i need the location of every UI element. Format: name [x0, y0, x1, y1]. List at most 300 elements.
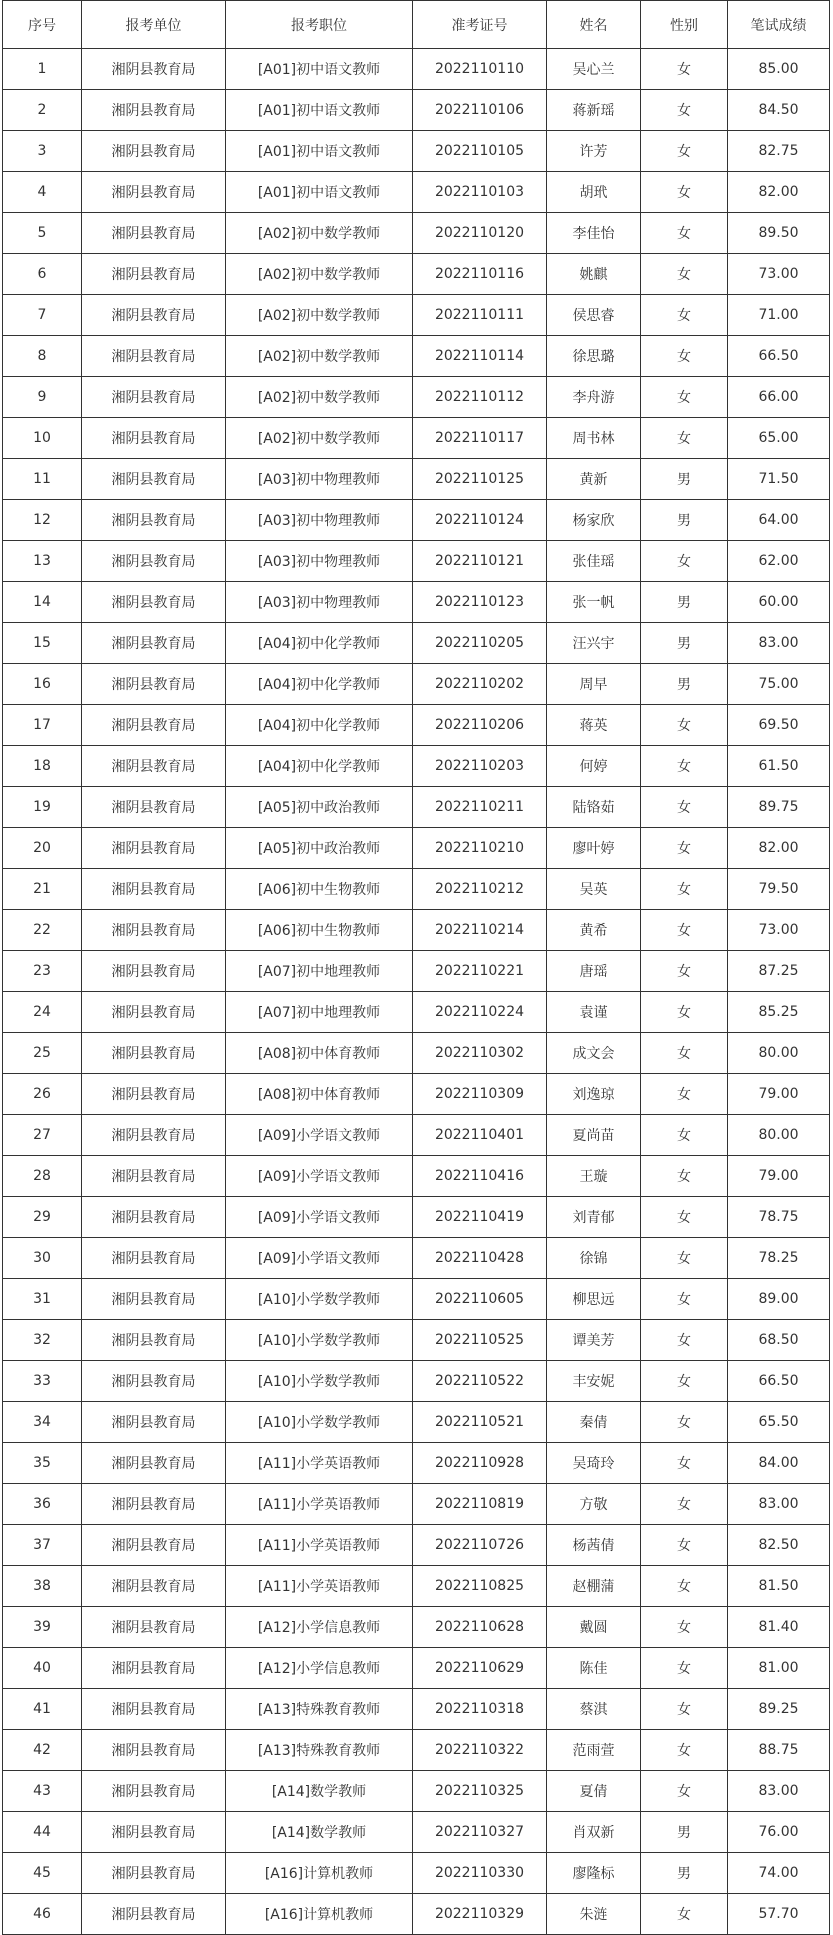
table-row: [3, 1689, 830, 1730]
cell-unit: 湘阴县教育局: [82, 541, 226, 582]
cell-ticket-number: 2022110210: [413, 828, 547, 869]
cell-ticket-number: 2022110212: [413, 869, 547, 910]
cell-ticket-number: 2022110318: [413, 1689, 547, 1730]
cell-name: 徐锦: [547, 1238, 641, 1279]
cell-index: 41: [3, 1689, 82, 1730]
cell-position: [A02]初中数学教师: [226, 418, 413, 459]
cell-gender: 女: [641, 172, 728, 213]
cell-ticket-number: 2022110322: [413, 1730, 547, 1771]
cell-score: 71.50: [728, 459, 830, 500]
table-row: [3, 1607, 830, 1648]
cell-index: 12: [3, 500, 82, 541]
cell-ticket-number: 2022110112: [413, 377, 547, 418]
table-row: [3, 746, 830, 787]
cell-unit: 湘阴县教育局: [82, 1197, 226, 1238]
cell-gender: 女: [641, 1443, 728, 1484]
cell-index: 24: [3, 992, 82, 1033]
cell-ticket-number: 2022110521: [413, 1402, 547, 1443]
cell-name: 何婷: [547, 746, 641, 787]
table-row: [3, 1033, 830, 1074]
cell-ticket-number: 2022110628: [413, 1607, 547, 1648]
cell-index: 13: [3, 541, 82, 582]
cell-name: 柳思远: [547, 1279, 641, 1320]
cell-index: 4: [3, 172, 82, 213]
cell-score: 66.50: [728, 1361, 830, 1402]
cell-gender: 女: [641, 1033, 728, 1074]
cell-ticket-number: 2022110329: [413, 1894, 547, 1935]
cell-unit: 湘阴县教育局: [82, 1484, 226, 1525]
cell-position: [A07]初中地理教师: [226, 992, 413, 1033]
cell-name: 吴琦玲: [547, 1443, 641, 1484]
cell-ticket-number: 2022110819: [413, 1484, 547, 1525]
cell-index: 37: [3, 1525, 82, 1566]
cell-ticket-number: 2022110401: [413, 1115, 547, 1156]
cell-position: [A02]初中数学教师: [226, 336, 413, 377]
cell-score: 83.00: [728, 1771, 830, 1812]
cell-unit: 湘阴县教育局: [82, 1033, 226, 1074]
cell-position: [A08]初中体育教师: [226, 1074, 413, 1115]
cell-unit: 湘阴县教育局: [82, 1689, 226, 1730]
cell-index: 36: [3, 1484, 82, 1525]
cell-gender: 女: [641, 1484, 728, 1525]
cell-unit: 湘阴县教育局: [82, 1607, 226, 1648]
cell-gender: 女: [641, 1279, 728, 1320]
cell-ticket-number: 2022110327: [413, 1812, 547, 1853]
cell-score: 78.75: [728, 1197, 830, 1238]
cell-score: 75.00: [728, 664, 830, 705]
table-row: [3, 172, 830, 213]
cell-index: 23: [3, 951, 82, 992]
cell-name: 汪兴宇: [547, 623, 641, 664]
cell-name: 周书林: [547, 418, 641, 459]
cell-unit: 湘阴县教育局: [82, 1238, 226, 1279]
cell-index: 21: [3, 869, 82, 910]
cell-ticket-number: 2022110211: [413, 787, 547, 828]
cell-score: 65.50: [728, 1402, 830, 1443]
cell-name: 陈佳: [547, 1648, 641, 1689]
cell-score: 57.70: [728, 1894, 830, 1935]
cell-gender: 男: [641, 664, 728, 705]
header-ticket-number: 准考证号: [413, 1, 547, 49]
cell-unit: 湘阴县教育局: [82, 582, 226, 623]
table-row: [3, 1853, 830, 1894]
cell-unit: 湘阴县教育局: [82, 459, 226, 500]
cell-unit: 湘阴县教育局: [82, 1074, 226, 1115]
cell-unit: 湘阴县教育局: [82, 1279, 226, 1320]
cell-index: 39: [3, 1607, 82, 1648]
cell-unit: 湘阴县教育局: [82, 828, 226, 869]
cell-name: 谭美芳: [547, 1320, 641, 1361]
table-row: [3, 664, 830, 705]
cell-position: [A16]计算机教师: [226, 1853, 413, 1894]
cell-position: [A14]数学教师: [226, 1771, 413, 1812]
table-row: [3, 1361, 830, 1402]
cell-name: 徐思璐: [547, 336, 641, 377]
cell-gender: 男: [641, 1812, 728, 1853]
cell-gender: 女: [641, 1320, 728, 1361]
cell-index: 16: [3, 664, 82, 705]
cell-position: [A03]初中物理教师: [226, 541, 413, 582]
cell-position: [A08]初中体育教师: [226, 1033, 413, 1074]
cell-score: 82.75: [728, 131, 830, 172]
table-row: [3, 1525, 830, 1566]
cell-ticket-number: 2022110419: [413, 1197, 547, 1238]
cell-position: [A13]特殊教育教师: [226, 1730, 413, 1771]
cell-position: [A13]特殊教育教师: [226, 1689, 413, 1730]
cell-position: [A11]小学英语教师: [226, 1443, 413, 1484]
table-row: [3, 1320, 830, 1361]
table-row: [3, 90, 830, 131]
cell-gender: 女: [641, 828, 728, 869]
cell-position: [A01]初中语文教师: [226, 49, 413, 90]
cell-ticket-number: 2022110116: [413, 254, 547, 295]
cell-gender: 女: [641, 1238, 728, 1279]
cell-score: 84.00: [728, 1443, 830, 1484]
cell-ticket-number: 2022110124: [413, 500, 547, 541]
cell-index: 28: [3, 1156, 82, 1197]
table-row: [3, 1730, 830, 1771]
cell-score: 79.00: [728, 1156, 830, 1197]
cell-unit: 湘阴县教育局: [82, 1771, 226, 1812]
cell-ticket-number: 2022110605: [413, 1279, 547, 1320]
cell-score: 81.00: [728, 1648, 830, 1689]
header-index: 序号: [3, 1, 82, 49]
cell-score: 87.25: [728, 951, 830, 992]
cell-position: [A09]小学语文教师: [226, 1115, 413, 1156]
cell-name: 蒋英: [547, 705, 641, 746]
cell-score: 79.00: [728, 1074, 830, 1115]
cell-name: 夏尚苗: [547, 1115, 641, 1156]
cell-unit: 湘阴县教育局: [82, 1443, 226, 1484]
cell-name: 廖隆标: [547, 1853, 641, 1894]
cell-name: 肖双新: [547, 1812, 641, 1853]
cell-score: 89.75: [728, 787, 830, 828]
cell-unit: 湘阴县教育局: [82, 90, 226, 131]
cell-name: 黄新: [547, 459, 641, 500]
table-row: [3, 254, 830, 295]
cell-position: [A10]小学数学教师: [226, 1402, 413, 1443]
table-row: [3, 787, 830, 828]
table-row: [3, 1771, 830, 1812]
cell-name: 戴圆: [547, 1607, 641, 1648]
table-body: [3, 49, 830, 1935]
cell-unit: 湘阴县教育局: [82, 172, 226, 213]
cell-score: 73.00: [728, 254, 830, 295]
cell-position: [A04]初中化学教师: [226, 746, 413, 787]
exam-results-table: [2, 0, 830, 1935]
cell-gender: 男: [641, 459, 728, 500]
cell-name: 杨家欣: [547, 500, 641, 541]
cell-unit: 湘阴县教育局: [82, 1812, 226, 1853]
table-row: [3, 828, 830, 869]
cell-index: 5: [3, 213, 82, 254]
table-row: [3, 1156, 830, 1197]
cell-gender: 女: [641, 377, 728, 418]
table-row: [3, 500, 830, 541]
cell-ticket-number: 2022110525: [413, 1320, 547, 1361]
cell-position: [A10]小学数学教师: [226, 1279, 413, 1320]
table-row: [3, 1484, 830, 1525]
cell-gender: 女: [641, 336, 728, 377]
cell-unit: 湘阴县教育局: [82, 49, 226, 90]
cell-unit: 湘阴县教育局: [82, 500, 226, 541]
cell-position: [A04]初中化学教师: [226, 664, 413, 705]
cell-position: [A02]初中数学教师: [226, 295, 413, 336]
table-row: [3, 623, 830, 664]
table-row: [3, 1648, 830, 1689]
cell-index: 29: [3, 1197, 82, 1238]
cell-index: 44: [3, 1812, 82, 1853]
cell-gender: 女: [641, 49, 728, 90]
table-row: [3, 49, 830, 90]
table-row: [3, 1402, 830, 1443]
table-row: [3, 992, 830, 1033]
cell-score: 84.50: [728, 90, 830, 131]
cell-index: 19: [3, 787, 82, 828]
cell-gender: 女: [641, 1730, 728, 1771]
cell-score: 66.00: [728, 377, 830, 418]
header-position: 报考职位: [226, 1, 413, 49]
cell-unit: 湘阴县教育局: [82, 1853, 226, 1894]
cell-ticket-number: 2022110103: [413, 172, 547, 213]
table-header: [3, 1, 830, 49]
cell-name: 蒋新瑶: [547, 90, 641, 131]
cell-score: 69.50: [728, 705, 830, 746]
cell-unit: 湘阴县教育局: [82, 1115, 226, 1156]
cell-ticket-number: 2022110726: [413, 1525, 547, 1566]
cell-name: 秦倩: [547, 1402, 641, 1443]
cell-position: [A11]小学英语教师: [226, 1484, 413, 1525]
cell-unit: 湘阴县教育局: [82, 1648, 226, 1689]
table-row: [3, 910, 830, 951]
cell-ticket-number: 2022110825: [413, 1566, 547, 1607]
cell-index: 30: [3, 1238, 82, 1279]
cell-position: [A02]初中数学教师: [226, 213, 413, 254]
cell-ticket-number: 2022110106: [413, 90, 547, 131]
cell-ticket-number: 2022110125: [413, 459, 547, 500]
cell-index: 17: [3, 705, 82, 746]
cell-name: 陆铬茹: [547, 787, 641, 828]
cell-name: 许芳: [547, 131, 641, 172]
cell-name: 侯思睿: [547, 295, 641, 336]
cell-ticket-number: 2022110309: [413, 1074, 547, 1115]
cell-ticket-number: 2022110120: [413, 213, 547, 254]
table-row: [3, 131, 830, 172]
cell-score: 83.00: [728, 623, 830, 664]
cell-index: 18: [3, 746, 82, 787]
cell-unit: 湘阴县教育局: [82, 910, 226, 951]
cell-name: 李佳怡: [547, 213, 641, 254]
cell-name: 张佳瑶: [547, 541, 641, 582]
cell-gender: 男: [641, 1853, 728, 1894]
cell-unit: 湘阴县教育局: [82, 1320, 226, 1361]
cell-index: 43: [3, 1771, 82, 1812]
cell-name: 成文会: [547, 1033, 641, 1074]
cell-ticket-number: 2022110330: [413, 1853, 547, 1894]
cell-index: 10: [3, 418, 82, 459]
cell-score: 62.00: [728, 541, 830, 582]
cell-ticket-number: 2022110522: [413, 1361, 547, 1402]
header-unit: 报考单位: [82, 1, 226, 49]
cell-ticket-number: 2022110203: [413, 746, 547, 787]
cell-name: 姚麒: [547, 254, 641, 295]
cell-position: [A07]初中地理教师: [226, 951, 413, 992]
cell-index: 7: [3, 295, 82, 336]
cell-score: 60.00: [728, 582, 830, 623]
cell-position: [A01]初中语文教师: [226, 131, 413, 172]
cell-ticket-number: 2022110416: [413, 1156, 547, 1197]
cell-unit: 湘阴县教育局: [82, 869, 226, 910]
cell-ticket-number: 2022110205: [413, 623, 547, 664]
cell-gender: 女: [641, 1074, 728, 1115]
cell-name: 李舟游: [547, 377, 641, 418]
cell-name: 唐瑶: [547, 951, 641, 992]
cell-name: 赵棚蒲: [547, 1566, 641, 1607]
cell-name: 胡玳: [547, 172, 641, 213]
cell-index: 1: [3, 49, 82, 90]
cell-position: [A05]初中政治教师: [226, 828, 413, 869]
cell-position: [A03]初中物理教师: [226, 582, 413, 623]
cell-score: 81.50: [728, 1566, 830, 1607]
cell-unit: 湘阴县教育局: [82, 131, 226, 172]
table-row: [3, 1443, 830, 1484]
cell-index: 6: [3, 254, 82, 295]
cell-name: 刘青郁: [547, 1197, 641, 1238]
cell-score: 68.50: [728, 1320, 830, 1361]
cell-position: [A10]小学数学教师: [226, 1320, 413, 1361]
cell-gender: 女: [641, 1566, 728, 1607]
cell-score: 88.75: [728, 1730, 830, 1771]
cell-index: 38: [3, 1566, 82, 1607]
cell-score: 82.50: [728, 1525, 830, 1566]
cell-name: 吴英: [547, 869, 641, 910]
cell-gender: 女: [641, 1607, 728, 1648]
cell-gender: 女: [641, 90, 728, 131]
cell-score: 78.25: [728, 1238, 830, 1279]
header-row: [3, 1, 830, 49]
cell-gender: 女: [641, 1115, 728, 1156]
cell-index: 25: [3, 1033, 82, 1074]
cell-unit: 湘阴县教育局: [82, 992, 226, 1033]
cell-name: 吴心兰: [547, 49, 641, 90]
cell-gender: 女: [641, 1525, 728, 1566]
cell-name: 黄希: [547, 910, 641, 951]
cell-position: [A04]初中化学教师: [226, 623, 413, 664]
cell-ticket-number: 2022110221: [413, 951, 547, 992]
cell-score: 89.25: [728, 1689, 830, 1730]
cell-gender: 女: [641, 213, 728, 254]
cell-position: [A09]小学语文教师: [226, 1197, 413, 1238]
table-row: [3, 1115, 830, 1156]
cell-position: [A11]小学英语教师: [226, 1525, 413, 1566]
cell-position: [A10]小学数学教师: [226, 1361, 413, 1402]
cell-score: 66.50: [728, 336, 830, 377]
cell-position: [A02]初中数学教师: [226, 254, 413, 295]
cell-gender: 女: [641, 869, 728, 910]
cell-score: 83.00: [728, 1484, 830, 1525]
cell-index: 2: [3, 90, 82, 131]
cell-index: 31: [3, 1279, 82, 1320]
cell-gender: 女: [641, 992, 728, 1033]
cell-position: [A09]小学语文教师: [226, 1238, 413, 1279]
cell-unit: 湘阴县教育局: [82, 1402, 226, 1443]
cell-name: 周早: [547, 664, 641, 705]
cell-gender: 女: [641, 1771, 728, 1812]
table-row: [3, 459, 830, 500]
results-table-container: [2, 0, 829, 1935]
cell-index: 34: [3, 1402, 82, 1443]
cell-score: 81.40: [728, 1607, 830, 1648]
cell-unit: 湘阴县教育局: [82, 1730, 226, 1771]
cell-gender: 女: [641, 254, 728, 295]
cell-name: 蔡淇: [547, 1689, 641, 1730]
cell-gender: 女: [641, 1361, 728, 1402]
cell-name: 夏倩: [547, 1771, 641, 1812]
cell-index: 45: [3, 1853, 82, 1894]
cell-score: 89.50: [728, 213, 830, 254]
cell-position: [A04]初中化学教师: [226, 705, 413, 746]
cell-position: [A09]小学语文教师: [226, 1156, 413, 1197]
cell-position: [A03]初中物理教师: [226, 459, 413, 500]
cell-gender: 女: [641, 705, 728, 746]
cell-ticket-number: 2022110206: [413, 705, 547, 746]
cell-ticket-number: 2022110629: [413, 1648, 547, 1689]
cell-position: [A06]初中生物教师: [226, 910, 413, 951]
cell-ticket-number: 2022110325: [413, 1771, 547, 1812]
table-row: [3, 951, 830, 992]
cell-unit: 湘阴县教育局: [82, 295, 226, 336]
cell-unit: 湘阴县教育局: [82, 787, 226, 828]
cell-ticket-number: 2022110111: [413, 295, 547, 336]
table-row: [3, 1074, 830, 1115]
cell-score: 80.00: [728, 1115, 830, 1156]
table-row: [3, 295, 830, 336]
cell-position: [A11]小学英语教师: [226, 1566, 413, 1607]
cell-ticket-number: 2022110214: [413, 910, 547, 951]
table-row: [3, 1197, 830, 1238]
cell-score: 79.50: [728, 869, 830, 910]
cell-index: 22: [3, 910, 82, 951]
cell-unit: 湘阴县教育局: [82, 377, 226, 418]
table-row: [3, 582, 830, 623]
cell-position: [A05]初中政治教师: [226, 787, 413, 828]
cell-ticket-number: 2022110123: [413, 582, 547, 623]
cell-unit: 湘阴县教育局: [82, 746, 226, 787]
cell-score: 65.00: [728, 418, 830, 459]
cell-gender: 女: [641, 1689, 728, 1730]
cell-gender: 女: [641, 131, 728, 172]
cell-ticket-number: 2022110202: [413, 664, 547, 705]
cell-position: [A14]数学教师: [226, 1812, 413, 1853]
cell-gender: 女: [641, 1197, 728, 1238]
cell-index: 8: [3, 336, 82, 377]
cell-unit: 湘阴县教育局: [82, 254, 226, 295]
cell-gender: 男: [641, 500, 728, 541]
cell-name: 方敬: [547, 1484, 641, 1525]
cell-name: 朱涟: [547, 1894, 641, 1935]
cell-score: 76.00: [728, 1812, 830, 1853]
cell-gender: 女: [641, 787, 728, 828]
cell-position: [A16]计算机教师: [226, 1894, 413, 1935]
cell-position: [A01]初中语文教师: [226, 172, 413, 213]
cell-index: 32: [3, 1320, 82, 1361]
cell-index: 14: [3, 582, 82, 623]
cell-position: [A01]初中语文教师: [226, 90, 413, 131]
cell-score: 80.00: [728, 1033, 830, 1074]
cell-score: 82.00: [728, 172, 830, 213]
cell-position: [A03]初中物理教师: [226, 500, 413, 541]
cell-ticket-number: 2022110428: [413, 1238, 547, 1279]
